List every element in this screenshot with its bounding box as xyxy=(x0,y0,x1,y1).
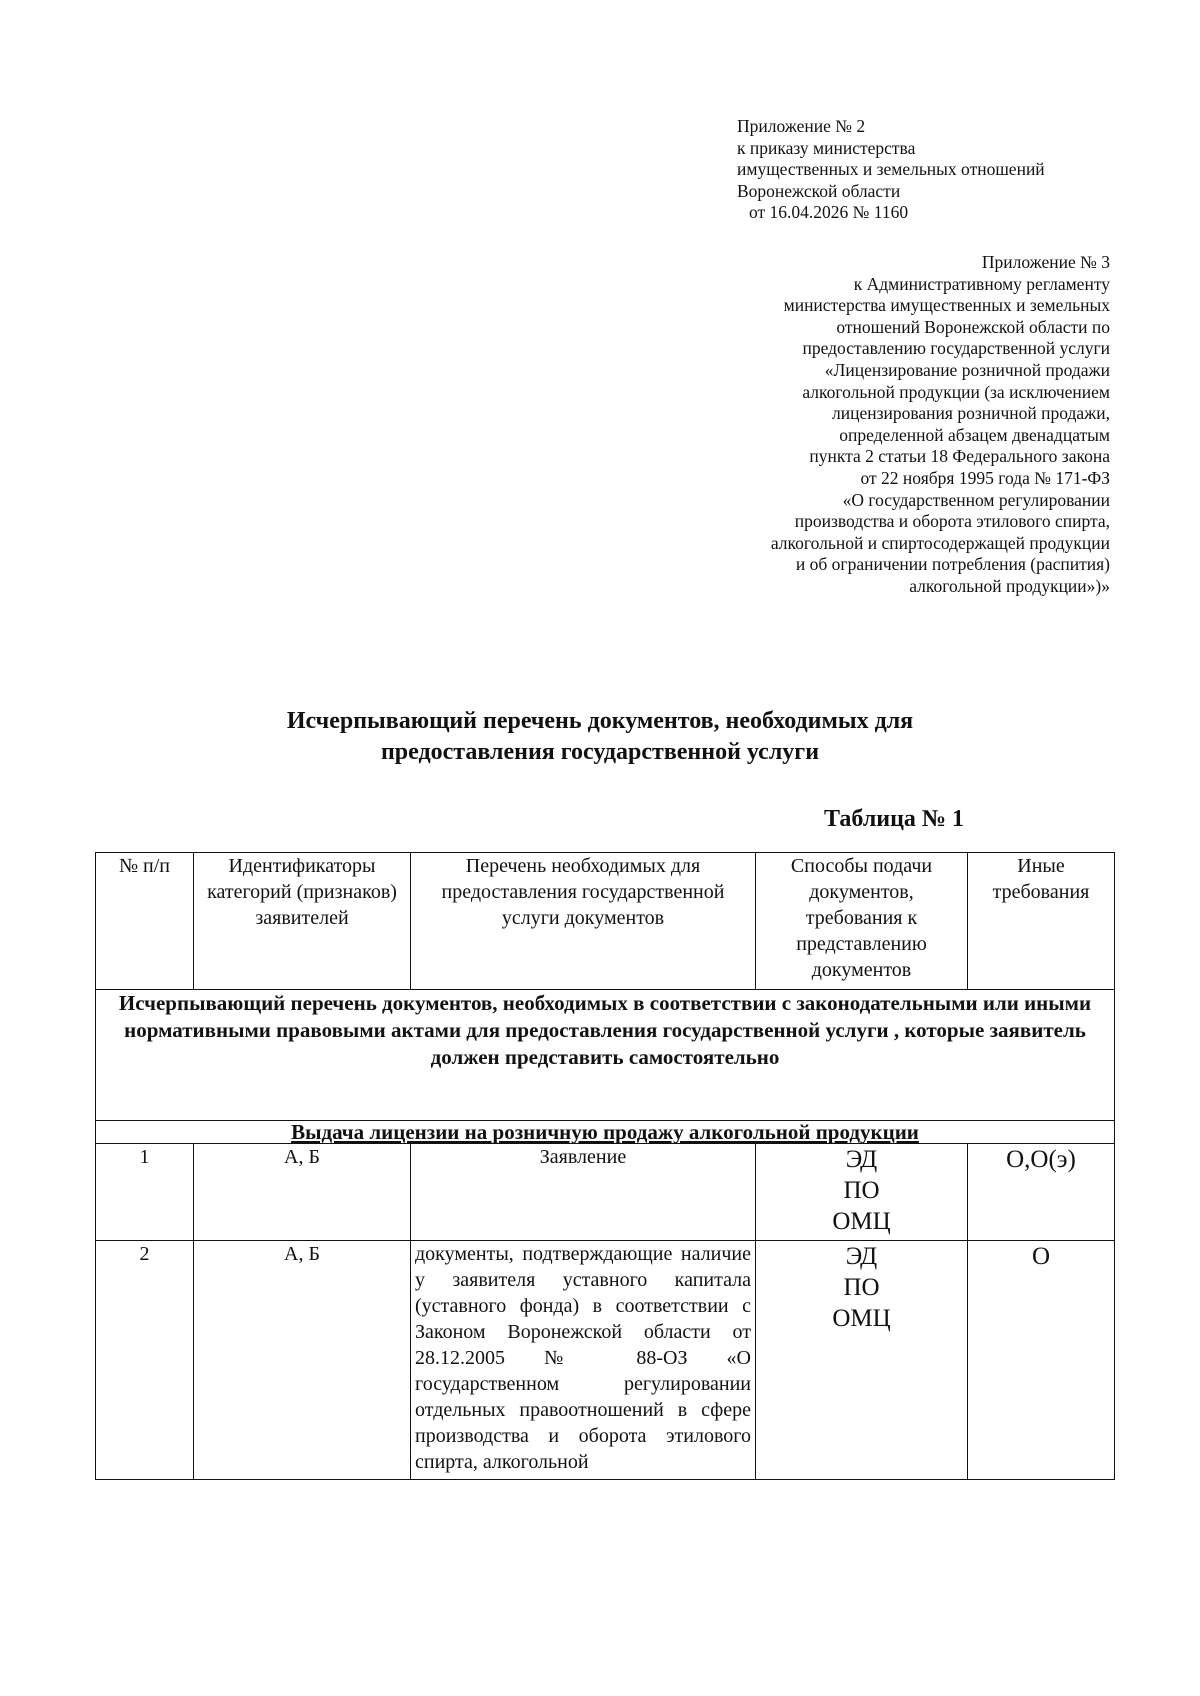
document-title xyxy=(150,706,1050,768)
annex-3-line: отношений Воронежской области по xyxy=(836,316,1110,337)
annex-3-line: Приложение № 3 xyxy=(981,252,1110,272)
subsection-title-text: Выдача лицензии на розничную продажу алкогольной продукции xyxy=(291,1120,919,1144)
annex-2-line: имущественных и земельных отношений xyxy=(737,159,1045,180)
subsection-title xyxy=(96,1121,1115,1144)
document-title-line-1: Исчерпывающий перечень документов, необходимых для xyxy=(286,708,914,734)
annex-3-line: «Лицензирование розничной продажи xyxy=(824,359,1110,380)
row-document: Заявление xyxy=(411,1144,756,1241)
method-item: ЭД xyxy=(845,1146,878,1173)
header-other: Иные требования xyxy=(968,853,1115,990)
table-row xyxy=(96,1144,1115,1241)
document-title-line-2: предоставления государственной услуги xyxy=(380,739,820,765)
annex-2-line: от 16.04.2026 № 1160 xyxy=(749,202,909,223)
annex-3-line: от 22 ноября 1995 года № 171-ФЗ xyxy=(860,467,1110,488)
method-item: ОМЦ xyxy=(832,1208,891,1235)
annex-3-line: министерства имущественных и земельных xyxy=(783,295,1110,316)
table-row xyxy=(96,1241,1115,1480)
annex-2-line: Приложение № 2 xyxy=(737,116,866,136)
method-item: ОМЦ xyxy=(832,1305,891,1332)
header-methods: Способы подачи документов, требования к представлению документов xyxy=(756,853,968,990)
annex-3-line: и об ограничении потребления (распития) xyxy=(795,554,1110,575)
section-title: Исчерпывающий перечень документов, необходимых в соответствии с законодательными или иными нормативными правовыми актами для предоставления государственной услуги , которые заявитель должен представить самостоятельно xyxy=(96,990,1115,1121)
annex-2-line: Воронежской области xyxy=(737,180,901,201)
row-num: 1 xyxy=(96,1144,194,1241)
table-header-row xyxy=(96,853,1115,990)
annex-3-line: алкогольной продукции»)» xyxy=(909,575,1110,596)
row-other: О xyxy=(968,1241,1115,1480)
documents-table xyxy=(95,852,1115,1480)
annex-2-header xyxy=(737,116,1137,224)
annex-3-line: к Административному регламенту xyxy=(853,273,1110,294)
annex-3-line: предоставлению государственной услуги xyxy=(802,338,1110,359)
row-document-text: документы, подтверждающие наличие у заявителя уставного капитала (уставного фонда) в соответствии с Законом Воронежской области от 28.12.2005 № 88-ОЗ «О государственном регулировании отдельных правоотношений в сфере производства и оборота этилового спирта, алкогольной xyxy=(415,1243,751,1473)
header-num: № п/п xyxy=(96,853,194,990)
annex-2-line: к приказу министерства xyxy=(737,137,916,158)
header-categories: Идентификаторы категорий (признаков) заявителей xyxy=(194,853,411,990)
row-other: О,О(э) xyxy=(968,1144,1115,1241)
method-item: ПО xyxy=(843,1274,880,1301)
section-row xyxy=(96,990,1115,1121)
annex-3-line: лицензирования розничной продажи, xyxy=(832,403,1110,424)
annex-3-line: алкогольной и спиртосодержащей продукции xyxy=(770,532,1110,553)
annex-3-line: пункта 2 статьи 18 Федерального закона xyxy=(809,446,1110,467)
row-categories: А, Б xyxy=(194,1241,411,1480)
table-label: Таблица № 1 xyxy=(824,806,965,832)
row-methods xyxy=(756,1144,968,1241)
annex-3-line: «О государственном регулировании xyxy=(842,489,1110,510)
row-num: 2 xyxy=(96,1241,194,1480)
row-document xyxy=(411,1241,756,1480)
row-methods xyxy=(756,1241,968,1480)
annex-3-header xyxy=(640,252,1110,598)
annex-3-line: определенной абзацем двенадцатым xyxy=(839,424,1110,445)
row-categories: А, Б xyxy=(194,1144,411,1241)
method-item: ЭД xyxy=(845,1243,878,1270)
method-item: ПО xyxy=(843,1177,880,1204)
header-documents: Перечень необходимых для предоставления государственной услуги документов xyxy=(411,853,756,990)
annex-3-line: алкогольной продукции (за исключением xyxy=(802,381,1110,402)
subsection-row xyxy=(96,1121,1115,1144)
annex-3-line: производства и оборота этилового спирта, xyxy=(794,511,1110,532)
